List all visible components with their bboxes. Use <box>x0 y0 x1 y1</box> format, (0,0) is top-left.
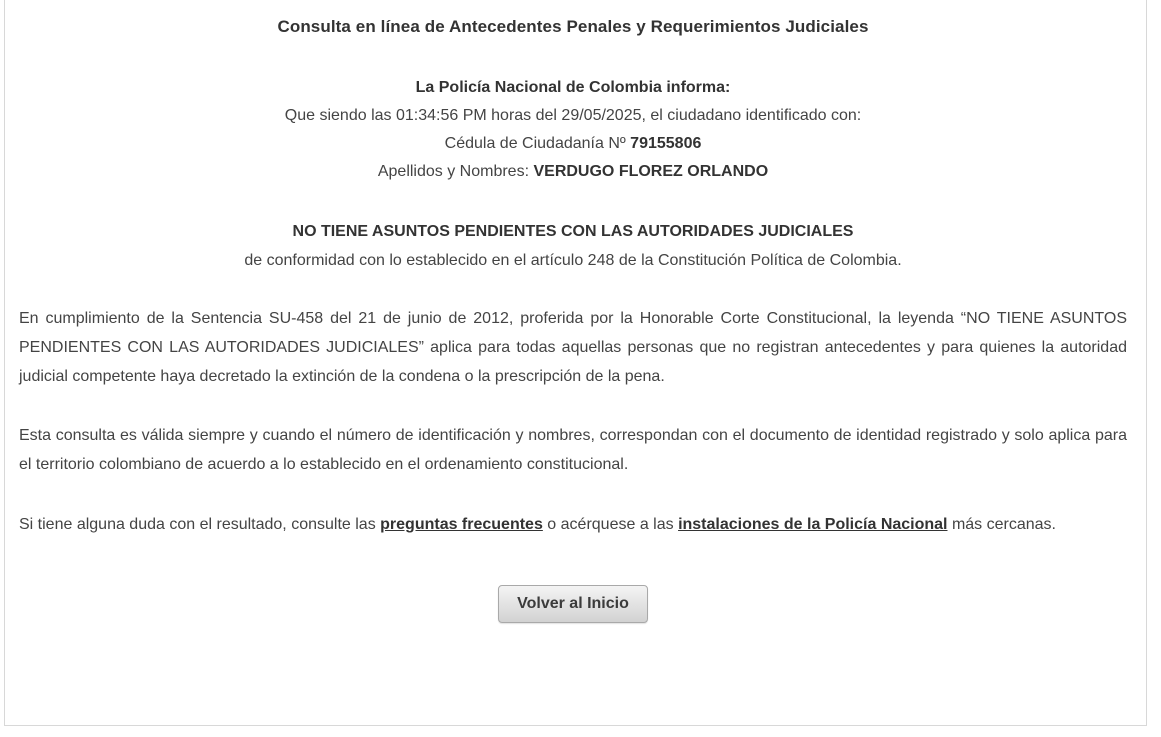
id-label: Cédula de Ciudadanía Nº <box>444 135 631 152</box>
consultation-time: 01:34:56 PM <box>395 107 487 124</box>
datetime-prefix: Que siendo las <box>284 107 396 124</box>
status-legal-reference: de conformidad con lo establecido en el artículo 248 de la Constitución Política de Colombia. <box>244 252 902 269</box>
institution-line: La Policía Nacional de Colombia informa: <box>415 79 731 96</box>
back-to-home-button[interactable]: Volver al Inicio <box>498 585 648 624</box>
status-badge: NO TIENE ASUNTOS PENDIENTES CON LAS AUTORIDADES JUDICIALES <box>292 223 854 240</box>
datetime-middle: horas del <box>486 107 562 124</box>
button-row <box>19 585 1127 624</box>
citizen-name: VERDUGO FLOREZ ORLANDO <box>533 163 769 180</box>
frame-border-left <box>4 0 5 725</box>
help-suffix: más cercanas. <box>947 515 1056 533</box>
faq-link[interactable]: preguntas frecuentes <box>380 515 543 533</box>
citizen-summary <box>19 79 1127 270</box>
paragraph-help <box>19 510 1127 539</box>
police-facilities-link[interactable]: instalaciones de la Policía Nacional <box>678 515 948 533</box>
frame-border-bottom <box>4 725 1147 726</box>
paragraph-validity: Esta consulta es válida siempre y cuando el número de identificación y nombres, correspondan con el documento de identidad registrado y solo aplica para el territorio colombiano de acuerdo a lo establecido en el ordenamiento constitucional. <box>19 427 1127 474</box>
page-title: Consulta en línea de Antecedentes Penales y Requerimientos Judiciales <box>277 17 869 36</box>
id-number: 79155806 <box>630 135 702 152</box>
id-line <box>19 135 1127 153</box>
paragraph-sentence-su458: En cumplimiento de la Sentencia SU-458 del 21 de junio de 2012, proferida por la Honorable Corte Constitucional, la leyenda “NO TIENE ASUNTOS PENDIENTES CON LAS AUTORIDADES JUDICIALES” aplica para todas aquellas personas que no registran antecedentes y para quienes la autoridad judicial competente haya decretado la extinción de la condena o la prescripción de la pena. <box>19 310 1127 386</box>
name-label: Apellidos y Nombres: <box>377 163 534 180</box>
datetime-suffix: , el ciudadano identificado con: <box>641 107 862 124</box>
document-content <box>19 0 1127 623</box>
datetime-line <box>19 107 1127 125</box>
name-line <box>19 163 1127 181</box>
frame-border-right <box>1146 0 1147 725</box>
consultation-date: 29/05/2025 <box>561 107 642 124</box>
help-prefix: Si tiene alguna duda con el resultado, consulte las <box>19 515 381 533</box>
help-middle: o acérquese a las <box>542 515 679 533</box>
